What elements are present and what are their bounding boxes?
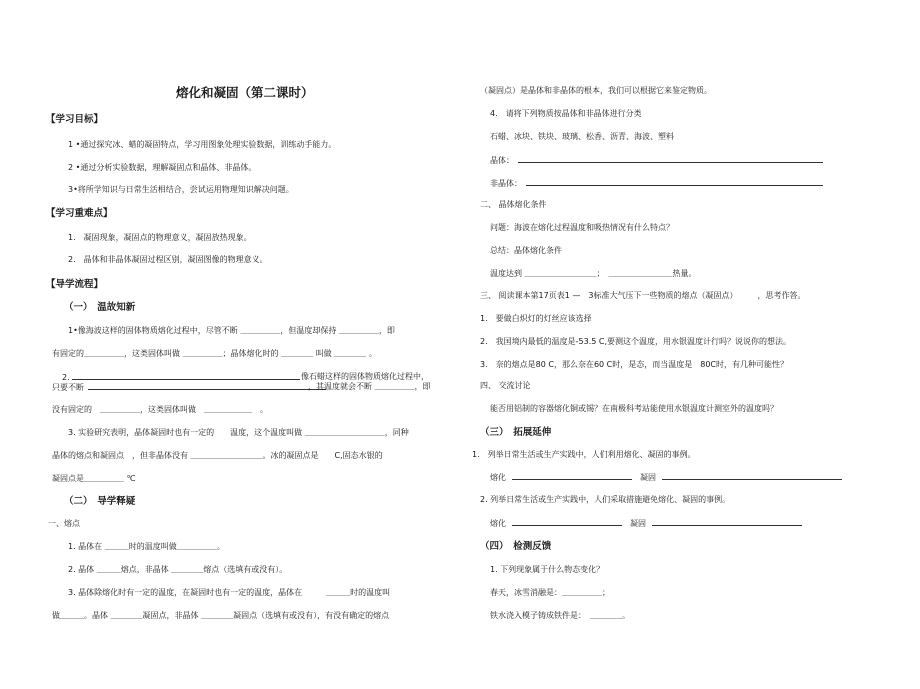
explain-heading: （二） 导学释疑 bbox=[64, 496, 136, 507]
section-melting-point: 一、熔点 bbox=[48, 519, 80, 528]
page-title: 熔化和凝固（第二课时） bbox=[176, 85, 314, 100]
freezing-answer-blank[interactable] bbox=[652, 518, 802, 526]
question-4: 4. 请将下列物质按晶体和非晶体进行分类 bbox=[490, 109, 642, 118]
review-line-8: 凝固点是＿＿＿＿＿ ℃ bbox=[52, 474, 136, 483]
answer-blank[interactable] bbox=[72, 372, 300, 380]
review-line-1: 1•像海波这样的固体物质熔化过程中，尽管不断 ＿＿＿＿＿，但温度却保持 ＿＿＿＿＿，即 bbox=[68, 326, 395, 335]
check-heading: （四） 检测反馈 bbox=[480, 541, 552, 552]
review-heading: （一） 温故知新 bbox=[64, 302, 136, 313]
explain-line-3: 3. 晶体除熔化时有一定的温度，在凝固时也有一定的温度，晶体在 ＿＿＿时的温度叫 bbox=[68, 588, 391, 597]
answer-blank[interactable] bbox=[88, 382, 326, 390]
objectives-heading: 【学习目标】 bbox=[46, 114, 104, 125]
melting-answer-blank[interactable] bbox=[512, 518, 622, 526]
explain-line-1: 1. 晶体在 ＿＿＿时的温度叫做＿＿＿＿＿。 bbox=[68, 542, 225, 551]
section-4: 四、 交流讨论 bbox=[480, 381, 531, 390]
section-3: 三、 阅读课本第17页表1 — 3标准大气压下一些物质的熔点（凝固点） ，思考作答。 bbox=[480, 291, 806, 300]
materials-list: 石蜡、冰块、铁块、玻璃、松香、沥青、海波、塑料 bbox=[490, 132, 674, 141]
keypoint-1: 1. 凝固现象，凝固点的物理意义，凝固放热现象。 bbox=[68, 233, 252, 242]
keypoints-heading: 【学习重难点】 bbox=[46, 208, 113, 219]
objective-1: 1 •通过探究冰、蜡的凝固特点，学习用图象处理实验数据，训练动手能力。 bbox=[68, 140, 337, 149]
review-line-2: 有固定的＿＿＿＿＿，这类固体叫做 ＿＿＿＿＿；晶体熔化时的 ＿＿＿＿ 叫做 ＿＿＿＿ 。 bbox=[52, 349, 377, 358]
check-question: 1. 下列现象属于什么物态变化？ bbox=[490, 565, 605, 574]
check-answer-b: 铁水浇入模子铸成铁件是： ＿＿＿＿。 bbox=[490, 611, 630, 620]
extend-question-1: 1. 列举日常生活或生产实践中，人们利用熔化、凝固的事例。 bbox=[472, 450, 696, 459]
extend-heading: （三） 拓展延伸 bbox=[480, 427, 552, 438]
review-line-7: 晶体的熔点和凝固点 ，但非晶体没有 ＿＿＿＿＿＿＿＿＿。冰的凝固点是 C,固态水银的 bbox=[52, 451, 383, 460]
crystal-answer-blank[interactable] bbox=[518, 155, 823, 163]
review-line-3-text: 像石蜡这样的固体物质熔化过程中， bbox=[301, 372, 429, 381]
summary-text: 总结：晶体熔化条件 bbox=[490, 246, 562, 255]
intro-line: （凝固点）是晶体和非晶体的根本，我们可以根据它来鉴定物质。 bbox=[480, 86, 712, 95]
extend-row-1: 熔化 凝固 bbox=[490, 472, 842, 483]
keypoint-2: 2. 晶体和非晶体凝固过程区别，凝固图像的物理意义。 bbox=[68, 255, 268, 264]
extend-question-2: 2. 列举日常生活或生产实践中，人们采取措施避免熔化、凝固的事例。 bbox=[480, 495, 731, 504]
crystal-row: 晶体： bbox=[490, 155, 823, 166]
explain-line-4: 做＿＿＿。晶体 ＿＿＿＿凝固点，非晶体 ＿＿＿＿凝固点（选填有或没有），有没有确定的熔点 bbox=[52, 611, 390, 620]
review-line-4: 只要不断 bbox=[52, 382, 326, 393]
review-line-4-tail: ，其温度就会不断 ＿＿＿＿＿，即 bbox=[308, 382, 431, 391]
extend-row-2: 熔化 凝固 bbox=[490, 518, 802, 529]
review-line-5: 没有固定的 ＿＿＿＿＿，这类固体叫做 ＿＿＿＿＿＿ 。 bbox=[52, 405, 268, 414]
question-1: 1. 要做白炽灯的灯丝应该选择 bbox=[480, 314, 592, 323]
check-answer-a: 春天，冰雪消融是：＿＿＿＿＿； bbox=[490, 588, 610, 597]
objective-3: 3•将所学知识与日常生活相结合，尝试运用物理知识解决问题。 bbox=[68, 185, 294, 194]
discussion-question: 能否用铝制的容器熔化铜或锡？在南极科考站能使用水银温度计测室外的温度吗？ bbox=[490, 404, 778, 413]
objective-2: 2 •通过分析实验数据，理解凝固点和晶体、非晶体。 bbox=[68, 163, 257, 172]
explain-line-2: 2. 晶体 ＿＿＿熔点，非晶体 ＿＿＿＿熔点（选填有或没有）。 bbox=[68, 565, 288, 574]
section-2: 二、 晶体熔化条件 bbox=[480, 200, 547, 209]
noncrystal-answer-blank[interactable] bbox=[526, 178, 823, 186]
process-heading: 【导学流程】 bbox=[46, 279, 104, 290]
review-line-6: 3. 实验研究表明，晶体凝固时也有一定的 温度，这个温度叫做 ＿＿＿＿＿＿＿＿＿＿，同种 bbox=[68, 428, 409, 437]
noncrystal-row: 非晶体： bbox=[490, 178, 823, 189]
freezing-answer-blank[interactable] bbox=[662, 472, 842, 480]
question-3: 3. 奈的熔点是80 C，那么奈在60 C时，是态，而当温度是 80C时，有几种可能性？ bbox=[480, 360, 789, 369]
question-2: 2. 我国境内最低的温度是-53.5 C,要测这个温度，用水银温度计行吗？说说你的想法。 bbox=[480, 337, 792, 346]
melting-answer-blank[interactable] bbox=[512, 472, 632, 480]
question-text: 问题：海波在熔化过程温度和吸热情况有什么特点？ bbox=[490, 223, 674, 232]
temp-reach-line: 温度达到 ＿＿＿＿＿＿＿＿＿； ＿＿＿＿＿＿＿＿热量。 bbox=[490, 269, 697, 278]
review-line-3-number: 2. bbox=[62, 372, 300, 383]
